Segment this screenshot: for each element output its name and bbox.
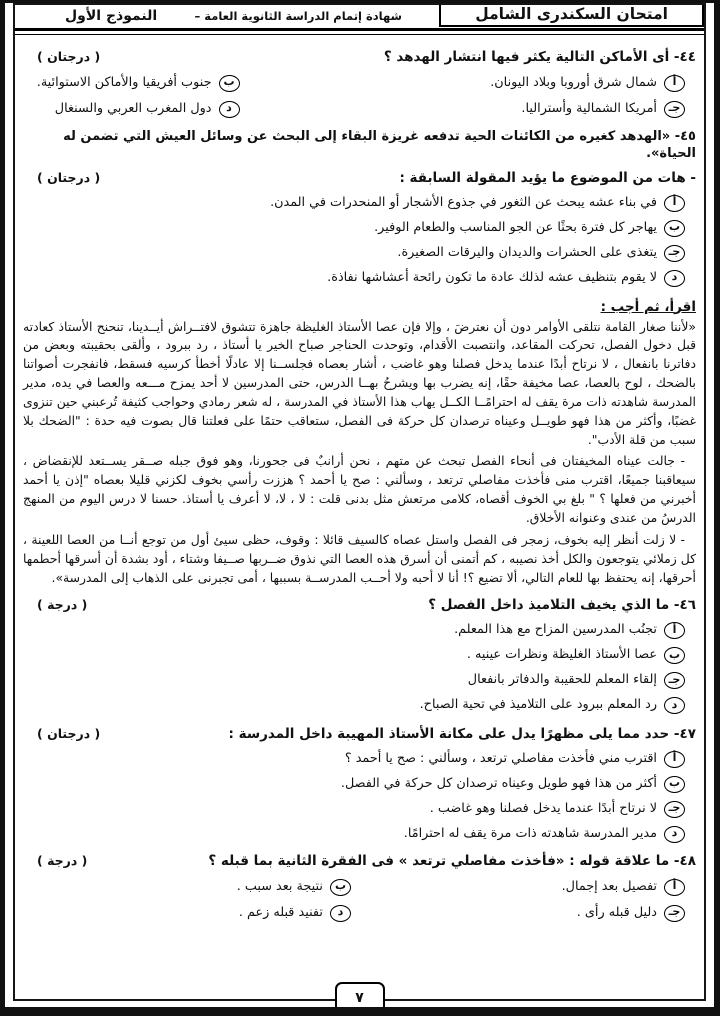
q48-marks: ( درجة ): [37, 853, 88, 869]
option-row: [373, 879, 696, 896]
q44-options: [23, 66, 696, 118]
q46-marks: ( درجة ): [37, 597, 88, 613]
option-row: [23, 195, 696, 212]
option-letter: ب: [664, 776, 685, 793]
q45-marks: ( درجتان ): [37, 169, 101, 185]
option-row: [23, 697, 696, 714]
option-text: في بناء عشه يبحث عن الثغور في جذوع الأشجار أو المنحدرات في المدن.: [270, 194, 657, 210]
q48-text: ٤٨- ما علاقة قوله : «فأخذت مفاصلي ترتعد » فى الفقرة الثانية بما قبله ؟: [208, 853, 696, 870]
option-row: [360, 75, 697, 92]
option-row: [23, 751, 696, 768]
option-text: عصا الأستاذ الغليظة ونظرات عينيه .: [466, 647, 657, 663]
q46-options: [23, 622, 696, 714]
q44-text: ٤٤- أى الأماكن التالية يكثر فيها انتشار الهدهد ؟: [383, 49, 696, 65]
option-text: لا نرتاح أبدًا عندما يدخل فصلنا وهو غاضب .: [429, 801, 657, 817]
option-text: شمال شرق أوروبا وبلاد اليونان.: [490, 75, 657, 91]
option-text: تجنُب المدرسين المزاح مع هذا المعلم.: [454, 622, 657, 638]
option-letter: ب: [664, 220, 685, 237]
option-letter: أ: [664, 622, 685, 639]
reading-heading: اقرأ، ثم أجب :: [600, 298, 696, 315]
q45-text: - هات من الموضوع ما يؤيد المقولة السابقة :: [399, 169, 696, 186]
header-divider: [15, 28, 704, 35]
option-row: [23, 75, 360, 92]
reading-paragraph-2: - جالت عيناه المخيفتان فى أنحاء الفصل تبحث عن متهم ، نحن أرانبٌ فى جحورنا، وهو فوق جبله صــقر يســتعد للإنقضاض ، سيعاقبنا جميعًا، اقترب منى فأخذت مفاصلي ترتعد ، وسألني : صح يا أحمد ؟ هززت رأسي بخوف لكزني قليلا بعصاه "إذن يا أحمد أخبرني من فعلها ؟ " بلغ بي الخوف أقصاه، كلامى مرتعش مثل بدنى قلت : لا ، لا، لا أعرف يا أستاذ. حسنا لا درس اليوم من المنهج الدرسُ من عندى وعنوانه الأخلاق.: [23, 453, 696, 525]
option-text: مدير المدرسة شاهدته ذات مرة يقف له احترامًا.: [403, 826, 657, 842]
option-text: أكثر من هذا فهو طويل وعيناه ترصدان كل حركة في الفصل.: [340, 776, 657, 792]
page-number: ٧: [335, 982, 385, 1013]
q46-text: ٤٦- ما الذي يخيف التلاميذ داخل الفصل ؟: [428, 597, 696, 614]
option-letter: أ: [664, 751, 685, 768]
option-text: يهاجر كل فترة بحثًا عن الجو المناسب والطعام الوفير.: [374, 219, 657, 235]
q44-marks: ( درجتان ): [37, 49, 101, 64]
option-text: يتغذى على الحشرات والديدان واليرقات الصغيرة.: [397, 244, 657, 260]
option-text: تفنيد قبله زعم .: [238, 905, 323, 921]
option-text: اقترب مني فأخذت مفاصلي ترتعد ، وسألني : صح يا أحمد ؟: [344, 751, 657, 767]
q45-options: [23, 195, 696, 287]
q47-text: ٤٧- حدد مما يلى مظهرًا يدل على مكانة الأستاذ المهيبة داخل المدرسة :: [228, 726, 696, 743]
exam-title: امتحان السكندرى الشامل: [475, 4, 668, 23]
content: [15, 49, 704, 922]
option-row: [373, 905, 696, 922]
question-47: [23, 726, 696, 743]
option-letter: جـ: [664, 905, 685, 922]
option-letter: جـ: [664, 801, 685, 818]
option-row: [23, 905, 373, 922]
option-text: نتيجة بعد سبب .: [236, 879, 323, 895]
option-row: [23, 672, 696, 689]
option-letter: جـ: [664, 672, 685, 689]
option-text: أمريكا الشمالية وأستراليا.: [521, 101, 657, 117]
option-letter: د: [219, 101, 240, 118]
option-text: دول المغرب العربي والسنغال: [54, 101, 212, 117]
option-row: [23, 647, 696, 664]
option-letter: د: [330, 905, 351, 922]
page-inner-frame: [13, 3, 706, 1006]
option-row: [23, 270, 696, 287]
option-row: [23, 776, 696, 793]
option-row: [360, 101, 697, 118]
option-text: لا يقوم بتنظيف عشه لذلك عادة ما تكون رائحة أعشاشها نفاذة.: [327, 269, 657, 285]
header: [15, 5, 704, 27]
option-letter: جـ: [664, 101, 685, 118]
option-letter: د: [664, 697, 685, 714]
reading-paragraph-1: «لأننا صغار القامة نتلقى الأوامر دون أن نعترضَ ، وإلا فإن عصا الأستاذ الغليظة جاهزة تتشوق لافتــراش أيــدينا، تنحنح الأستاذ كعادته قبل دخول الفصل، تحركت المقاعد، وانتصبت الأقدام، وتوحدت الحناجر صباح الخير يا أستاذ ، رد ببرود ، وألقى بحقيبته وبعض من دفاترنا بانفعال ، لا نرتاح أبدًا عندما يدخل فصلنا وهو غاضب ، أشار بعصاه فجلســنا إلا عادلًا أخطأ كرسيه فسقط، فانفجرت أصواتنا بالضحك ، لوح بالعصا، عصا مخيفة حقًا، إنه يضرب بها ويشرحُ بهــا الدرس، حتى المدرسين لا أحد يمزح مـــعه والعصا في يده، مدير المدرسة شاهدته ذات مرة يقف له احترامًــا الكــل يهاب هذا الأستاذ في المدرسة ، له شعر رمادي وحواجب كثيفة تُرعبني حين تنزوى غضبًا، وأكثر من هذا فهو طويــل وعيناه ترصدان كل حركة فى الفصل، ستعاقب حتمًا على فعلتنا قال بصوت فيه حدة : "الضحك بلا سبب من قلة الأدب".: [23, 318, 696, 447]
q47-marks: ( درجتان ): [37, 726, 101, 742]
option-text: جنوب أفريقيا والأماكن الاستوائية.: [36, 75, 212, 91]
model-label: النموذج الأول: [65, 8, 158, 24]
option-text: دليل قبله رأى .: [576, 905, 657, 921]
question-46: [23, 597, 696, 614]
option-text: تفصيل بعد إجمال.: [561, 879, 657, 895]
option-row: [23, 622, 696, 639]
option-letter: ب: [664, 647, 685, 664]
option-letter: د: [664, 270, 685, 287]
option-row: [23, 220, 696, 237]
option-letter: ب: [330, 879, 351, 896]
option-row: [23, 245, 696, 262]
q47-options: [23, 751, 696, 843]
exam-title-box: [439, 5, 704, 27]
option-row: [23, 826, 696, 843]
question-48: [23, 853, 696, 870]
option-letter: أ: [664, 195, 685, 212]
question-45-prompt: [23, 170, 696, 187]
question-45-statement: ٤٥- «الهدهد كغيره من الكائنات الحية تدفعه غريزة البقاء إلى البحث عن وسائل العيش التي تضمن له الحياة».: [63, 128, 696, 161]
option-letter: أ: [664, 75, 685, 92]
option-letter: أ: [664, 879, 685, 896]
option-row: [23, 101, 360, 118]
option-letter: ب: [219, 75, 240, 92]
option-letter: جـ: [664, 245, 685, 262]
q48-options: [23, 870, 696, 922]
certificate-title: شهادة إتمام الدراسة الثانوية العامة –: [194, 9, 402, 23]
option-letter: د: [664, 826, 685, 843]
question-44: [23, 49, 696, 66]
option-text: رد المعلم ببرود على التلاميذ في تحية الصباح.: [419, 697, 657, 713]
option-row: [23, 879, 373, 896]
option-row: [23, 801, 696, 818]
option-text: إلقاء المعلم للحقيبة والدفاتر بانفعال: [467, 672, 657, 688]
reading-paragraph-3: - لا زلت أنظر إليه بخوف، زمجر فى الفصل واستل عصاه كالسيف قائلا : وقوف، حظى سيئ أول من توجع أنــا من العصا اللعينة ، كل زملائي يتوجعون والكل أخذ نصيبه ، كم أتمنى أن أسرق هذه العصا التي نذوق ضــربها صــيفا وشتاء ، أود بشدة أن أسرقها أحطمها أحرقها، إنه يحتفظ بها للعام التالي، ألا تضيع ؟! أنا لا أحبه ولا أحــب المدرســة بسببها ، أمى تجبرنى على الذهاب إلى المدرسة».: [23, 531, 696, 585]
